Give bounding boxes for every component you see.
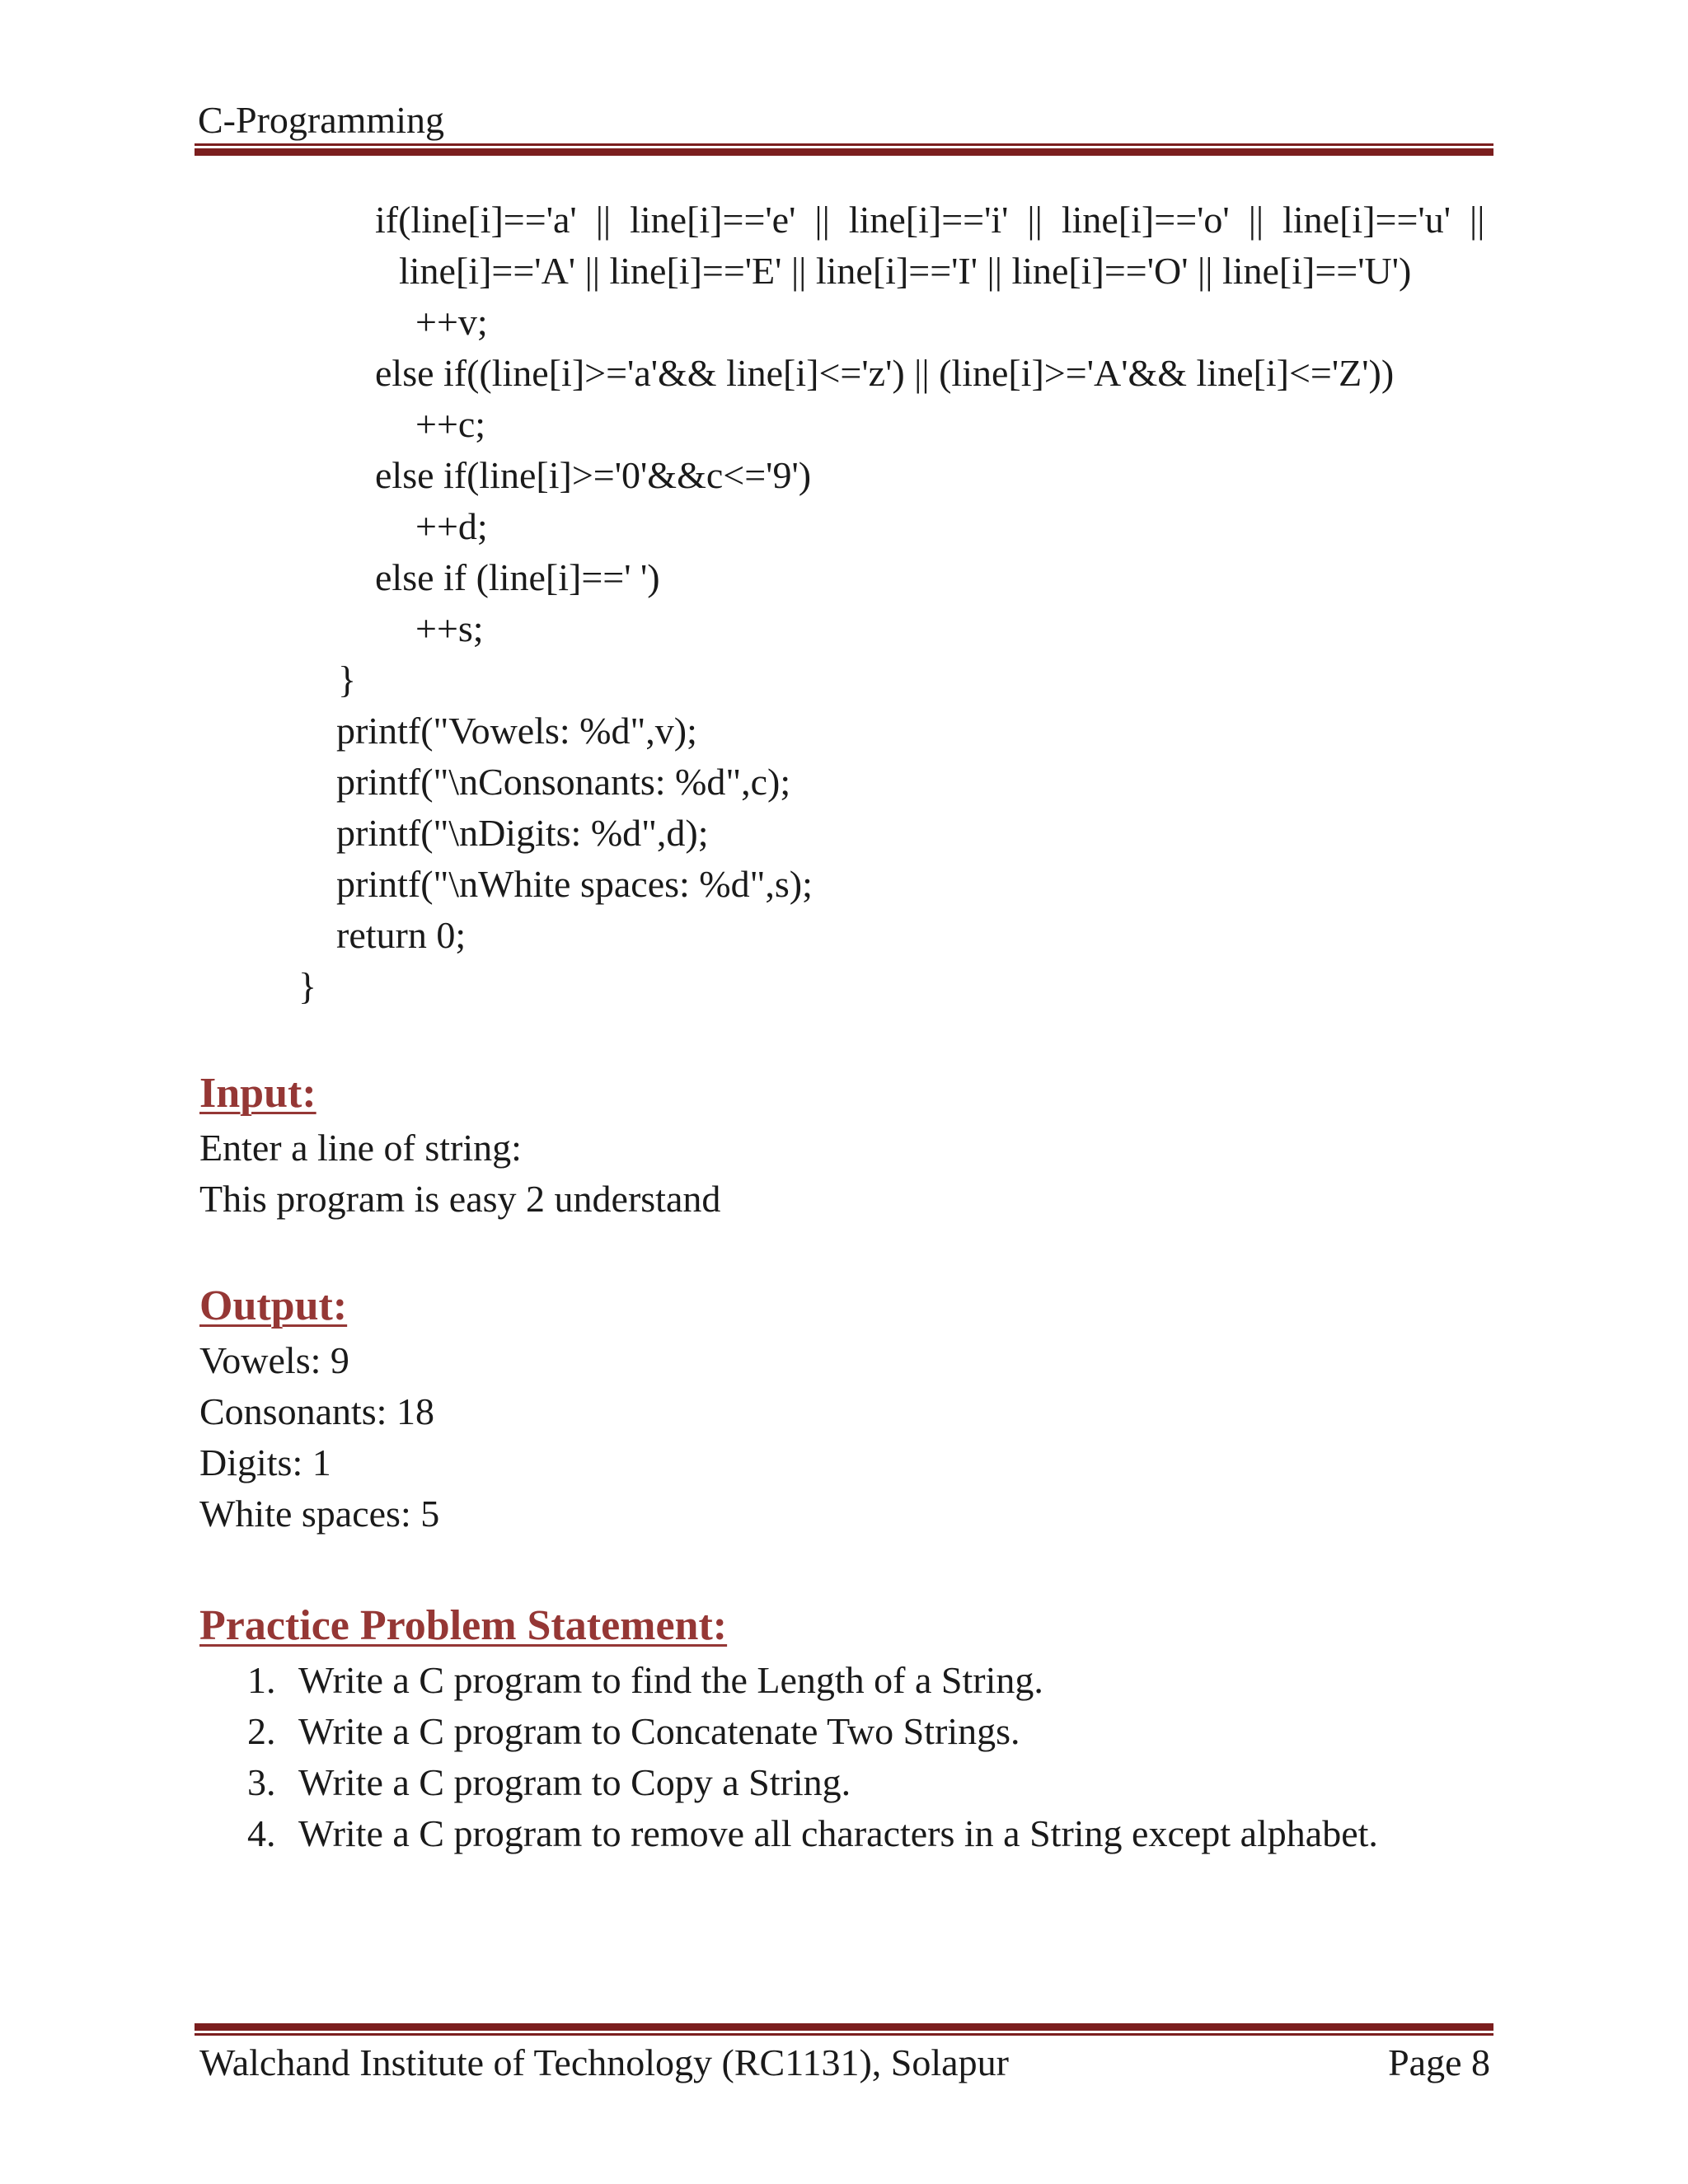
document-header-title: C-Programming xyxy=(198,99,444,141)
code-line: if(line[i]=='a' || line[i]=='e' || line[i]=='i' || line[i]=='o' || line[i]=='u' || xyxy=(375,199,1485,241)
code-line: printf("\nConsonants: %d",c); xyxy=(336,761,791,803)
output-line: Digits: 1 xyxy=(199,1441,331,1483)
code-line: else if(line[i]>='0'&&c<='9') xyxy=(375,454,812,496)
code-line: else if (line[i]==' ') xyxy=(375,556,660,598)
header-rule-thin xyxy=(195,143,1493,146)
output-heading: Output: xyxy=(199,1282,348,1329)
output-line: White spaces: 5 xyxy=(199,1493,440,1535)
input-heading: Input: xyxy=(199,1070,316,1117)
footer-institute: Walchand Institute of Technology (RC1131), Solapur xyxy=(199,2041,1009,2083)
code-line: printf("\nDigits: %d",d); xyxy=(336,812,709,854)
code-line: ++v; xyxy=(415,301,488,343)
code-line: ++d; xyxy=(415,505,488,547)
input-line: This program is easy 2 understand xyxy=(199,1178,721,1220)
list-item: Write a C program to find the Length of a String. xyxy=(298,1659,1043,1701)
output-line: Consonants: 18 xyxy=(199,1390,434,1432)
code-line: } xyxy=(338,658,357,701)
practice-heading: Practice Problem Statement: xyxy=(199,1602,728,1649)
footer-page-number: Page 8 xyxy=(1388,2041,1490,2083)
code-line: line[i]=='A' || line[i]=='E' || line[i]=='I' || line[i]=='O' || line[i]=='U') xyxy=(399,250,1412,292)
code-line: return 0; xyxy=(336,914,467,956)
list-item-number: 2. xyxy=(247,1710,276,1752)
code-line: else if((line[i]>='a'&& line[i]<='z') || (line[i]>='A'&& line[i]<='Z')) xyxy=(375,352,1395,394)
input-line: Enter a line of string: xyxy=(199,1127,522,1169)
list-item-number: 4. xyxy=(247,1812,276,1854)
list-item-number: 1. xyxy=(247,1659,276,1701)
list-item: Write a C program to remove all characters in a String except alphabet. xyxy=(298,1812,1378,1854)
footer-rule-thick xyxy=(195,2023,1493,2031)
code-line: ++c; xyxy=(415,403,486,445)
list-item: Write a C program to Copy a String. xyxy=(298,1761,851,1803)
code-line: printf("Vowels: %d",v); xyxy=(336,710,697,752)
code-line: } xyxy=(298,965,317,1007)
list-item-number: 3. xyxy=(247,1761,276,1803)
footer-rule-thin xyxy=(195,2033,1493,2036)
code-line: ++s; xyxy=(415,607,484,649)
list-item: Write a C program to Concatenate Two Strings. xyxy=(298,1710,1020,1752)
code-line: printf("\nWhite spaces: %d",s); xyxy=(336,863,813,905)
header-rule-thick xyxy=(195,148,1493,156)
output-line: Vowels: 9 xyxy=(199,1339,349,1381)
